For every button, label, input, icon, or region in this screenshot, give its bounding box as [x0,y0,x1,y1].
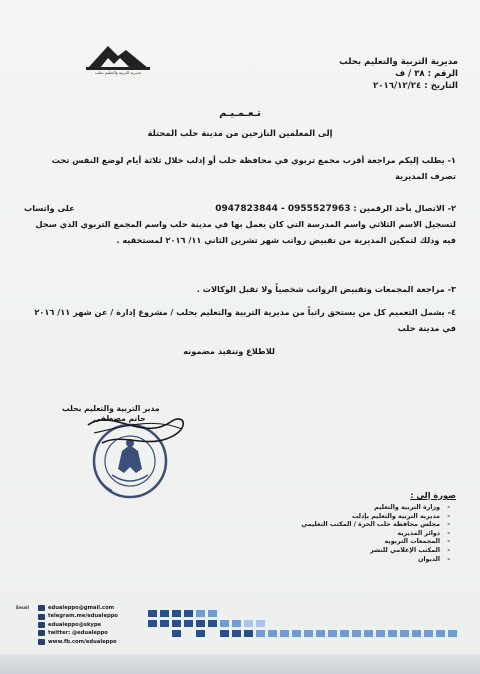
contact-telegram: telegram.me/edualeppo [38,612,158,620]
footer-decoration [148,606,468,644]
footer-contacts [38,604,158,646]
signature-role: مدير التربية والتعليم بحلب [62,404,160,413]
footer-side-label: Email [16,605,29,610]
item-3: ٣- مراجعة المجمعات وتقبيض الرواتب شخصياً ولا تقبل الوكالات . [196,284,456,294]
copies-heading: صورة إلى : [410,490,456,500]
skype-icon [38,622,45,628]
list-item: - المجمعات التربوية [210,538,450,547]
twitter-icon [38,630,45,636]
logo-caption: مديرية التربية والتعليم بحلب [94,70,142,75]
item-2 [24,200,456,217]
official-stamp-icon [82,403,192,513]
list-item: - دوائر المديرية [210,530,450,539]
document-title: تـعـمـيـم [219,108,261,119]
whatsapp-note: على واتساب [24,203,75,213]
contact-facebook: www.fb.com/edualeppo [38,638,158,646]
contact-twitter: twitter: @edualeppo [38,629,158,637]
list-item: - وزارة التربية والتعليم [210,504,450,513]
copies-list [210,504,450,564]
list-item: - المكتب الإعلامي للنشر [210,547,450,556]
document-subtitle: إلى المعلمين النازحين من مدينة حلب المحتلة [147,128,333,138]
list-item: - الديوان [210,556,450,565]
bottom-bar [0,654,480,674]
logo-emblem-icon [78,40,158,72]
reference-number: الرقم : ٣٨ / ف [395,69,458,79]
closing-line: للاطلاع وتنفيذ مضمونه [183,346,275,356]
contact-skype: edualeppo@skype [38,621,158,629]
document-date: التاريخ : ٢٠١٦/١٢/٢٤ [373,81,458,91]
directorate-logo [78,40,158,86]
item-4: ٤- يشمل التعميم كل من يستحق راتباً من مديرية التربية والتعليم بحلب / مشروع إدارة / عن شهر ١١/ ٢٠١٦ في مدينة حلب [34,307,456,333]
contact-email: edualeppo@gmail.com [38,604,158,612]
directorate-name: مديرية التربية والتعليم بحلب [339,57,458,67]
list-item: - مجلس محافظة حلب الحرة / المكتب التعليمي [210,521,450,530]
item-1: ١- يطلب إليكم مراجعة أقرب مجمع تربوي في محافظة حلب أو إدلب خلال ثلاثة أيام لوضع النفس تحت تصرف المديرية [51,155,456,181]
header-block [288,56,458,92]
item-2-paragraph: لتسجيل الاسم الثلاثي واسم المدرسة التي كان يعمل بها في مدينة حلب واسم المجمع التربوي الذي سجل فيه وذلك لتمكين المديرية من تقبيض رواتب شهر تشرين الثاني ١١/ ٢٠١٦ لمستحقيه . [35,219,456,245]
list-item: - مديرية التربية والتعليم بإدلب [210,513,450,522]
phone-numbers: 0947823844 - 0955527963 [215,204,351,214]
facebook-icon [38,639,45,645]
telegram-icon [38,614,45,620]
signature-name: حاتم مصطفى [93,414,146,423]
item-2-label: ٢- الاتصال بأحد الرقمين : [353,203,456,213]
email-icon [38,605,45,611]
